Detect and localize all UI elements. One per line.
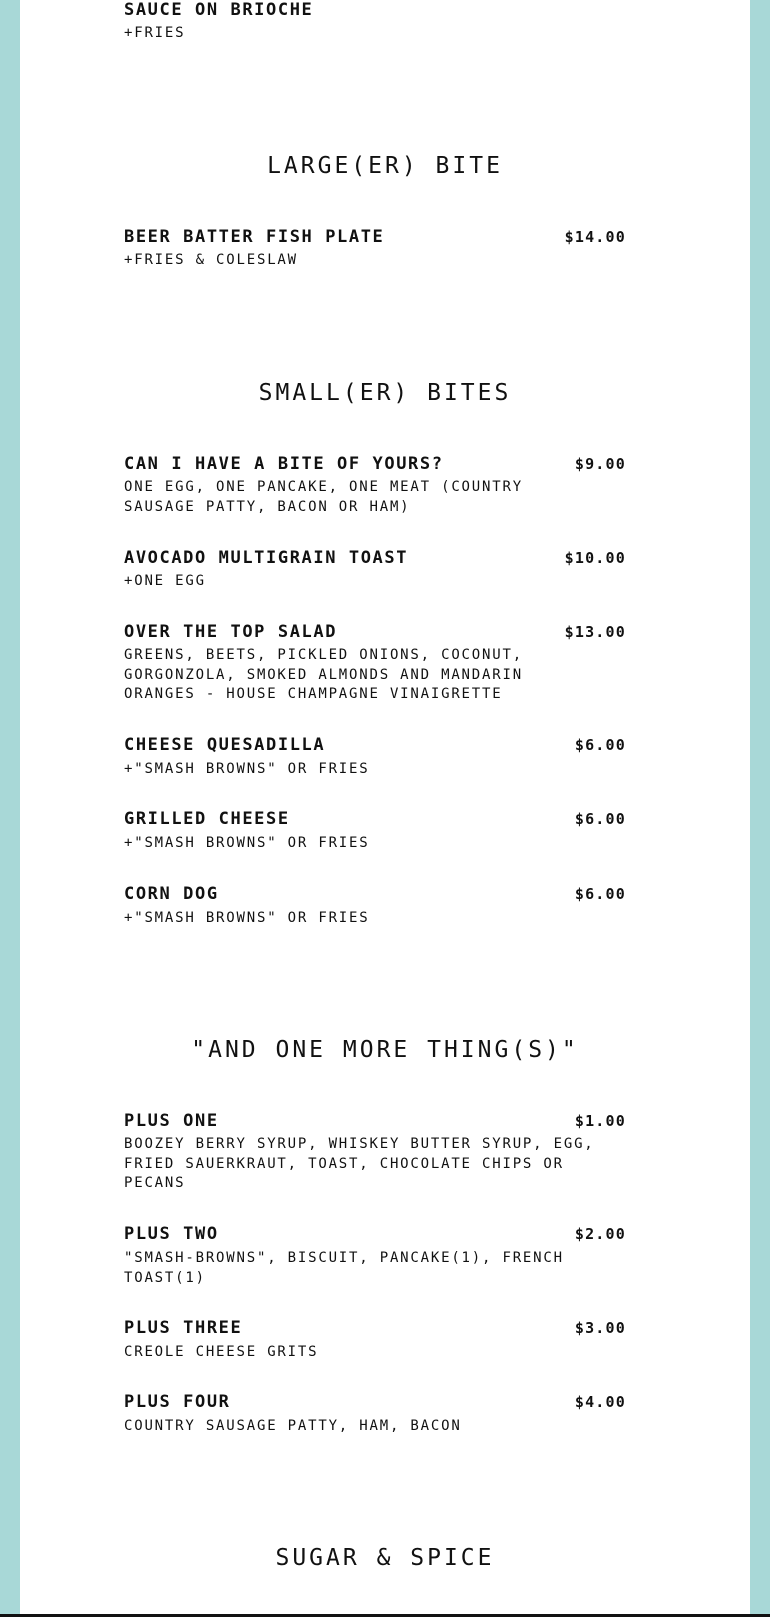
menu-item-desc: COUNTRY SAUSAGE PATTY, HAM, BACON bbox=[124, 1418, 462, 1434]
menu-item-name: OVER THE TOP SALAD bbox=[124, 622, 338, 642]
menu-item-name: GRILLED CHEESE bbox=[124, 809, 290, 829]
menu-item-name: BEER BATTER FISH PLATE bbox=[124, 227, 385, 247]
menu-page bbox=[20, 0, 750, 1614]
menu-item-price: $3.00 bbox=[574, 1319, 626, 1337]
menu-item-desc: +"SMASH BROWNS" OR FRIES bbox=[124, 910, 370, 926]
menu-item-desc: CREOLE CHEESE GRITS bbox=[124, 1344, 319, 1360]
menu-item-price: $4.00 bbox=[574, 1393, 626, 1411]
menu-item-price: $9.00 bbox=[574, 455, 626, 473]
menu-item-name: SAUCE ON BRIOCHE bbox=[124, 0, 314, 20]
menu-item-name: PLUS ONE bbox=[124, 1111, 219, 1131]
menu-item-name: CORN DOG bbox=[124, 884, 219, 904]
menu-item-desc: +"SMASH BROWNS" OR FRIES bbox=[124, 761, 370, 777]
menu-item-price: $6.00 bbox=[574, 810, 626, 828]
menu-item-desc: +ONE EGG bbox=[124, 573, 206, 589]
menu-item-price: $6.00 bbox=[574, 736, 626, 754]
menu-item-name: CAN I HAVE A BITE OF YOURS? bbox=[124, 454, 444, 474]
menu-item-desc: BOOZEY BERRY SYRUP, WHISKEY BUTTER SYRUP, EGG, FRIED SAUERKRAUT, TOAST, CHOCOLATE CHIPS OR PECANS bbox=[124, 1136, 595, 1191]
menu-item-price: $10.00 bbox=[564, 549, 626, 567]
menu-item-name: AVOCADO MULTIGRAIN TOAST bbox=[124, 548, 409, 568]
section-title-larger-bite: LARGE(ER) BITE bbox=[267, 153, 503, 179]
menu-item-name: PLUS TWO bbox=[124, 1224, 219, 1244]
menu-item-price: $14.00 bbox=[564, 228, 626, 246]
menu-item-price: $6.00 bbox=[574, 885, 626, 903]
menu-item-price: $2.00 bbox=[574, 1225, 626, 1243]
section-title-sugar-spice: SUGAR & SPICE bbox=[275, 1545, 495, 1571]
menu-item-name: CHEESE QUESADILLA bbox=[124, 735, 326, 755]
menu-item-price: $13.00 bbox=[564, 623, 626, 641]
menu-item-desc: ONE EGG, ONE PANCAKE, ONE MEAT (COUNTRY SAUSAGE PATTY, BACON OR HAM) bbox=[124, 479, 523, 515]
menu-item-desc: +FRIES bbox=[124, 25, 186, 41]
section-title-more-things: "AND ONE MORE THING(S)" bbox=[191, 1037, 579, 1063]
menu-item-desc: +"SMASH BROWNS" OR FRIES bbox=[124, 835, 370, 851]
menu-item-price: $1.00 bbox=[574, 1112, 626, 1130]
menu-item-name: PLUS FOUR bbox=[124, 1392, 231, 1412]
menu-item-desc: GREENS, BEETS, PICKLED ONIONS, COCONUT, GORGONZOLA, SMOKED ALMONDS AND MANDARIN ORANGES - HOUSE CHAMPAGNE VINAIGRETTE bbox=[124, 647, 523, 702]
section-title-smaller-bites: SMALL(ER) BITES bbox=[258, 380, 512, 406]
menu-item-desc: +FRIES & COLESLAW bbox=[124, 252, 298, 268]
menu-item-desc: "SMASH-BROWNS", BISCUIT, PANCAKE(1), FRENCH TOAST(1) bbox=[124, 1250, 564, 1286]
menu-item-name: PLUS THREE bbox=[124, 1318, 243, 1338]
